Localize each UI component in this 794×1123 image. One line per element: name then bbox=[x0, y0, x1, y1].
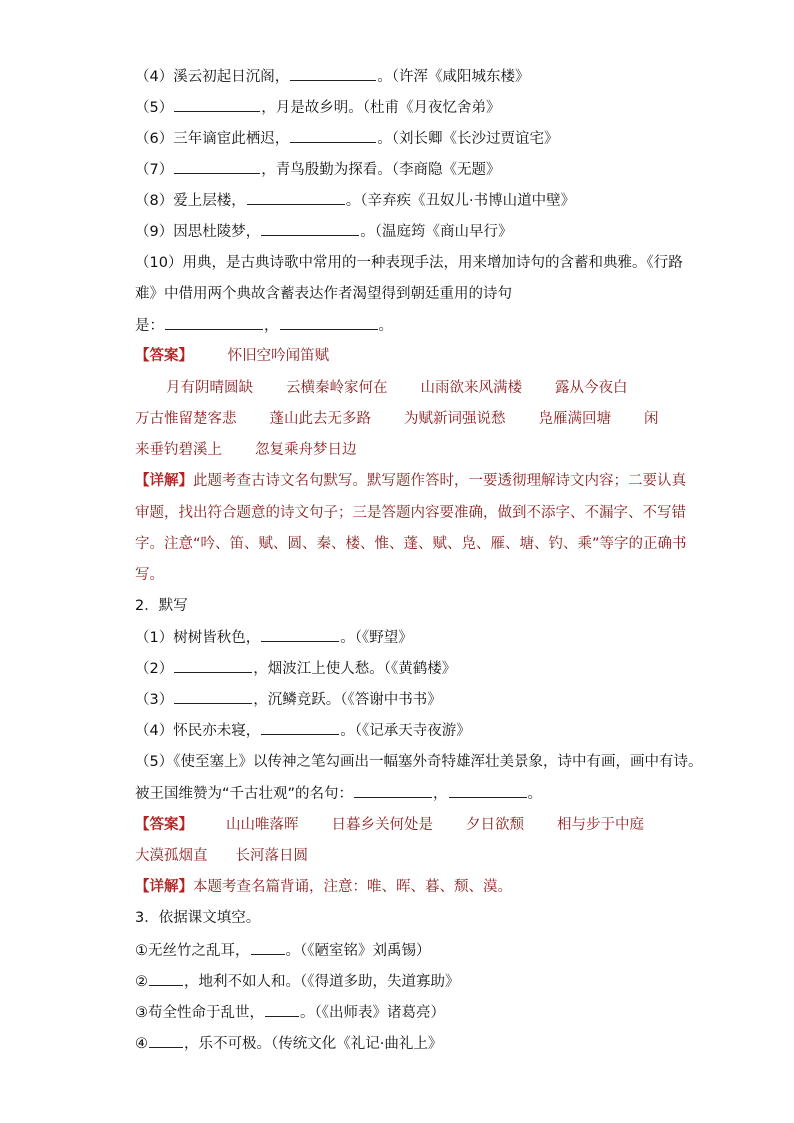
q1-item-6: （6）三年谪宦此栖迟， 。（刘长卿《长沙过贾谊宅》 bbox=[135, 128, 558, 149]
q2-answer-row1 bbox=[135, 815, 644, 835]
answer-text: 月有阴晴圆缺 bbox=[166, 380, 253, 396]
q3-item-2: ② ，地利不如人和。（《得道多助，失道寡助》 bbox=[135, 971, 460, 992]
answer-text: 长河落日圆 bbox=[235, 848, 308, 864]
q3-item-4: ④ ，乐不可极。（传统文化《礼记·曲礼上》 bbox=[135, 1033, 442, 1054]
answer-text: 露从今夜白 bbox=[555, 380, 628, 396]
q2-item-5-line1: （5）《使至塞上》以传神之笔勾画出一幅塞外奇特雄浑壮美景象，诗中有画，画中有诗。 bbox=[135, 754, 703, 770]
q3-item-3: ③苟全性命于乱世， 。（《出师表》诸葛亮） bbox=[135, 1002, 445, 1023]
answer-text: 怀旧空吟闻笛赋 bbox=[227, 348, 330, 364]
q1-item-10-line2: 难》中借用两个典故含蓄表达作者渴望得到朝廷重用的诗句 bbox=[135, 286, 512, 302]
q1-item-9: （9）因思杜陵梦， 。（温庭筠《商山早行》 bbox=[135, 221, 512, 242]
q1-detail-line3: 字。注意“吟、笛、赋、圆、秦、楼、惟、蓬、赋、凫、雁、塘、钓、乘”等字的正确书 bbox=[135, 536, 687, 552]
fill-blank[interactable] bbox=[251, 940, 285, 955]
answer-tag: 【答案】 bbox=[135, 348, 193, 364]
q3-title: 3．依据课文填空。 bbox=[135, 910, 261, 926]
detail-tag: 【详解】 bbox=[135, 879, 193, 895]
fill-blank[interactable] bbox=[261, 627, 339, 642]
q2-item-5-line2: 被王国维赞为“千古壮观”的名句： ， 。 bbox=[135, 783, 542, 804]
fill-blank[interactable] bbox=[449, 783, 527, 798]
q1-item-10-line1: （10）用典，是古典诗歌中常用的一种表现手法，用来增加诗句的含蓄和典雅。《行路 bbox=[135, 255, 683, 271]
fill-blank[interactable] bbox=[280, 315, 378, 330]
fill-blank[interactable] bbox=[247, 190, 345, 205]
answer-text: 万古惟留楚客悲 bbox=[135, 411, 237, 427]
q1-answer-row2 bbox=[166, 378, 628, 398]
answer-text: 日暮乡关何处是 bbox=[331, 817, 433, 833]
q2-item-2: （2） ，烟波江上使人愁。（《黄鹤楼》 bbox=[135, 658, 456, 679]
q2-title: 2．默写 bbox=[135, 598, 188, 614]
answer-text: 闲 bbox=[644, 411, 659, 427]
fill-blank[interactable] bbox=[174, 159, 260, 174]
answer-text: 来垂钓碧溪上 bbox=[135, 442, 222, 458]
q2-item-1: （1）树树皆秋色， 。（《野望》 bbox=[135, 627, 413, 648]
fill-blank[interactable] bbox=[149, 1033, 183, 1048]
q2-answer-row2 bbox=[135, 846, 308, 866]
fill-blank[interactable] bbox=[290, 128, 376, 143]
q1-item-10-line3: 是： ， 。 bbox=[135, 315, 393, 336]
q1-item-4: （4）溪云初起日沉阁， 。（许浑《咸阳城东楼》 bbox=[135, 66, 529, 87]
detail-tag: 【详解】 bbox=[135, 473, 193, 489]
q1-answer-row4 bbox=[135, 440, 357, 460]
q2-detail: 【详解】本题考查名篇背诵，注意：唯、晖、暮、颓、漠。 bbox=[135, 879, 512, 895]
q3-item-1: ①无丝竹之乱耳， 。（《陋室铭》刘禹锡） bbox=[135, 940, 431, 961]
q1-detail-line2: 审题，找出符合题意的诗文句子；三是答题内容要准确，做到不添字、不漏字、不写错 bbox=[135, 505, 686, 521]
answer-text: 云横秦岭家何在 bbox=[286, 380, 388, 396]
fill-blank[interactable] bbox=[261, 720, 339, 735]
q1-detail-line4: 写。 bbox=[135, 567, 164, 583]
q1-item-5: （5） ，月是故乡明。（杜甫《月夜忆舍弟》 bbox=[135, 97, 500, 118]
fill-blank[interactable] bbox=[265, 1002, 299, 1017]
answer-text: 山雨欲来风满楼 bbox=[420, 380, 522, 396]
fill-blank[interactable] bbox=[174, 658, 252, 673]
answer-tag: 【答案】 bbox=[135, 817, 193, 833]
fill-blank[interactable] bbox=[165, 315, 263, 330]
answer-text: 为赋新词强说愁 bbox=[404, 411, 506, 427]
fill-blank[interactable] bbox=[290, 66, 376, 81]
q1-item-7: （7） ，青鸟殷勤为探看。（李商隐《无题》 bbox=[135, 159, 500, 180]
fill-blank[interactable] bbox=[261, 221, 359, 236]
fill-blank[interactable] bbox=[174, 97, 260, 112]
answer-text: 忽复乘舟梦日边 bbox=[255, 442, 357, 458]
answer-text: 大漠孤烟直 bbox=[135, 848, 208, 864]
q1-answer-row1 bbox=[135, 346, 329, 366]
answer-text: 凫雁满回塘 bbox=[538, 411, 611, 427]
q1-item-8: （8）爱上层楼， 。（辛弃疾《丑奴儿·书博山道中壁》 bbox=[135, 190, 575, 211]
answer-text: 山山唯落晖 bbox=[226, 817, 299, 833]
answer-text: 蓬山此去无多路 bbox=[269, 411, 371, 427]
fill-blank[interactable] bbox=[174, 689, 252, 704]
q1-detail-line1: 【详解】此题考查古诗文名句默写。默写题作答时，一要透彻理解诗文内容；二要认真 bbox=[135, 473, 686, 489]
q2-item-3: （3） ，沉鳞竞跃。（《答谢中书书》 bbox=[135, 689, 442, 710]
q1-answer-row3 bbox=[135, 409, 659, 429]
answer-text: 相与步于中庭 bbox=[557, 817, 644, 833]
fill-blank[interactable] bbox=[354, 783, 432, 798]
fill-blank[interactable] bbox=[149, 971, 183, 986]
q2-item-4: （4）怀民亦未寝， 。（《记承天寺夜游》 bbox=[135, 720, 471, 741]
answer-text: 夕日欲颓 bbox=[466, 817, 524, 833]
